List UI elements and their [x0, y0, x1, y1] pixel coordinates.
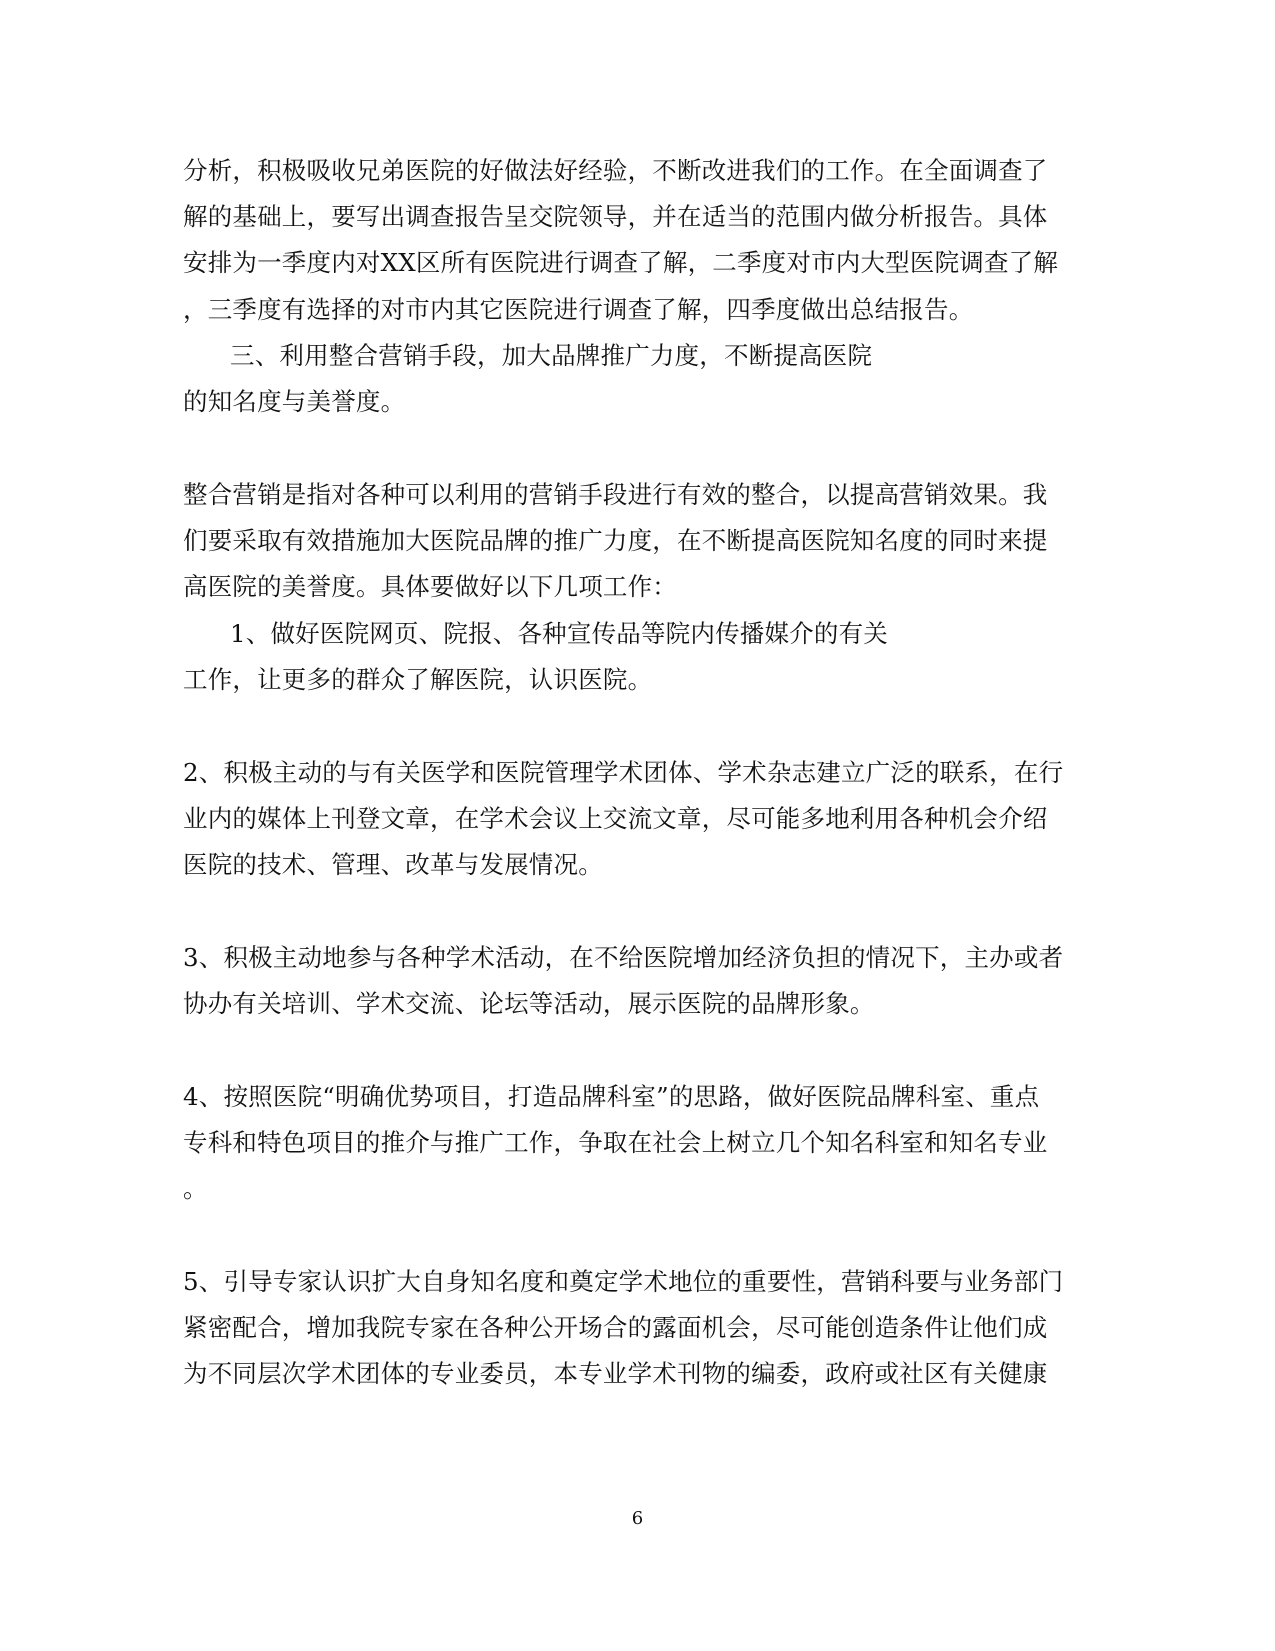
text-line: 为不同层次学术团体的专业委员，本专业学术刊物的编委，政府或社区有关健康	[183, 1359, 1048, 1388]
list-item-4: 4、按照医院“明确优势项目，打造品牌科室”的思路，做好医院品牌科室、重点	[183, 1082, 1040, 1111]
text-line: 专科和特色项目的推介与推广工作，争取在社会上树立几个知名科室和知名专业	[183, 1128, 1048, 1157]
list-item-1: 1、做好医院网页、院报、各种宣传品等院内传播媒介的有关	[230, 619, 888, 648]
list-item-3: 3、积极主动地参与各种学术活动，在不给医院增加经济负担的情况下，主办或者	[183, 943, 1064, 972]
text-line: 协办有关培训、学术交流、论坛等活动，展示医院的品牌形象。	[183, 989, 875, 1018]
list-item-2: 2、积极主动的与有关医学和医院管理学术团体、学术杂志建立广泛的联系，在行	[183, 758, 1064, 787]
text-line: 医院的技术、管理、改革与发展情况。	[183, 850, 603, 879]
text-line: 。	[183, 1174, 208, 1203]
text-line: 们要采取有效措施加大医院品牌的推广力度，在不断提高医院知名度的同时来提	[183, 526, 1048, 555]
text-line: ，三季度有选择的对市内其它医院进行调查了解，四季度做出总结报告。	[183, 295, 974, 324]
section-heading: 三、利用整合营销手段，加大品牌推广力度，不断提高医院	[230, 341, 873, 370]
section-heading-continued: 的知名度与美誉度。	[183, 387, 406, 416]
text-line: 解的基础上，要写出调查报告呈交院领导，并在适当的范围内做分析报告。具体	[183, 202, 1048, 231]
text-line: 安排为一季度内对XX区所有医院进行调查了解，二季度对市内大型医院调查了解	[183, 248, 1059, 277]
page-number: 6	[631, 1508, 644, 1529]
text-line: 高医院的美誉度。具体要做好以下几项工作：	[183, 572, 677, 601]
text-line: 整合营销是指对各种可以利用的营销手段进行有效的整合，以提高营销效果。我	[183, 480, 1048, 509]
text-line: 紧密配合，增加我院专家在各种公开场合的露面机会，尽可能创造条件让他们成	[183, 1313, 1048, 1342]
text-line: 业内的媒体上刊登文章，在学术会议上交流文章，尽可能多地利用各种机会介绍	[183, 804, 1048, 833]
list-item-1-continued: 工作，让更多的群众了解医院，认识医院。	[183, 665, 653, 694]
list-item-5: 5、引导专家认识扩大自身知名度和奠定学术地位的重要性，营销科要与业务部门	[183, 1267, 1064, 1296]
text-line: 分析，积极吸收兄弟医院的好做法好经验，不断改进我们的工作。在全面调查了	[183, 156, 1048, 185]
